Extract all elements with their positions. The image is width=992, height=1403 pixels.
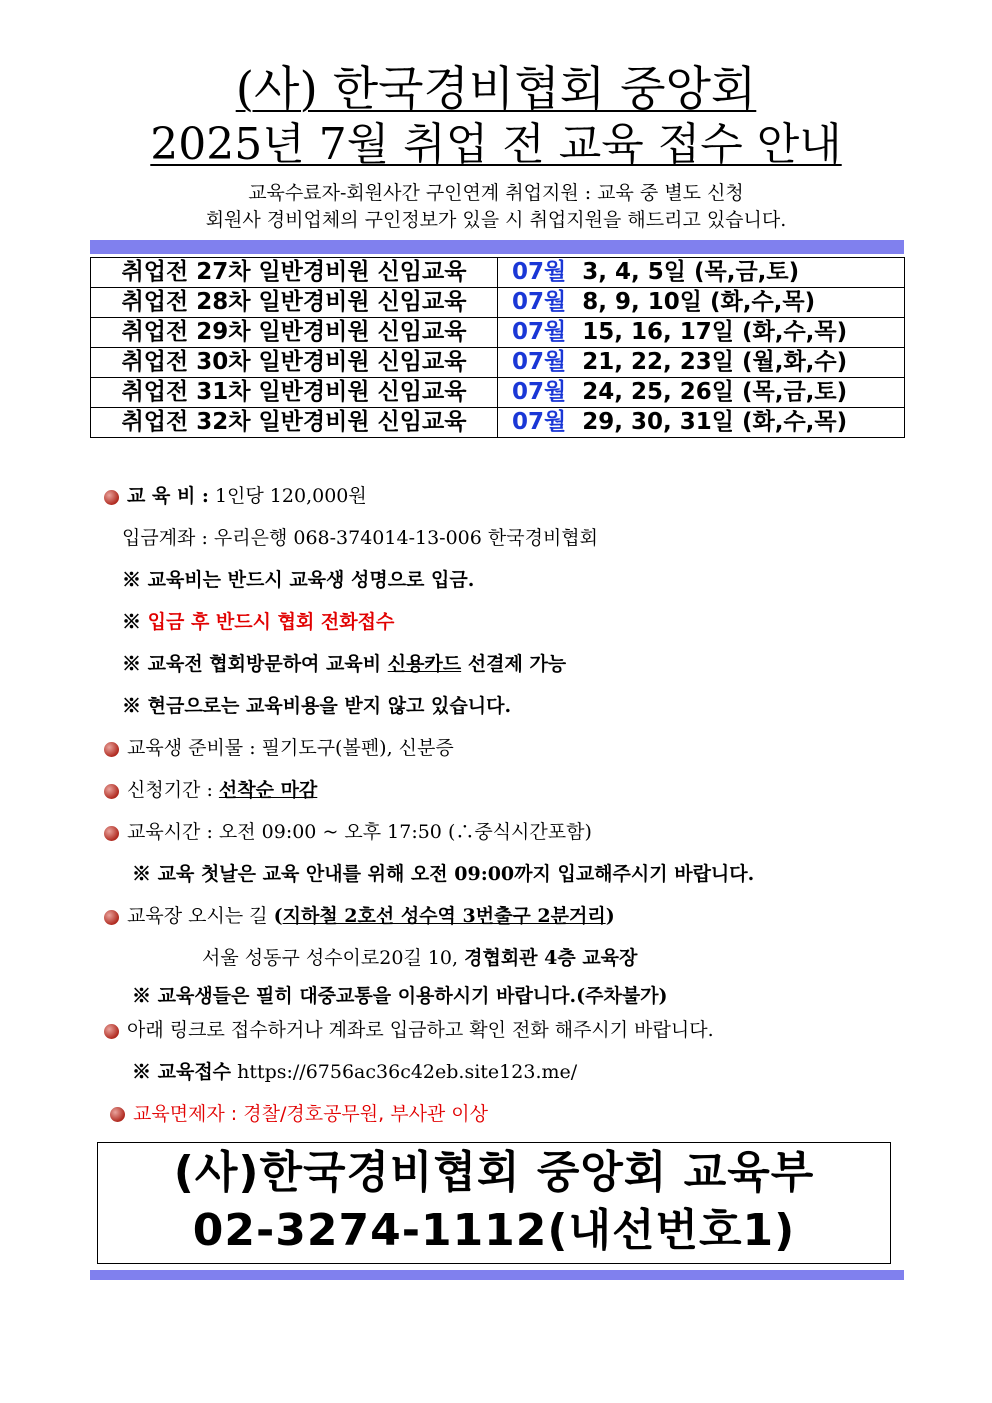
bullet-icon — [104, 1024, 119, 1039]
registration-link[interactable]: https://6756ac36c42eb.site123.me/ — [237, 1061, 578, 1083]
bullet-icon — [104, 490, 119, 505]
course-name: 취업전 28차 일반경비원 신임교육 — [91, 288, 498, 318]
course-days: 8, 9, 10일 (화,수,목) — [566, 289, 816, 315]
schedule-row — [91, 348, 905, 378]
course-dates — [498, 378, 905, 408]
schedule-row — [91, 258, 905, 288]
schedule-row — [91, 318, 905, 348]
course-days: 3, 4, 5일 (목,금,토) — [566, 259, 800, 285]
description-line-1: 교육수료자-회원사간 구인연계 취업지원 : 교육 중 별도 신청 — [248, 182, 744, 204]
page-subtitle: 2025년 7월 취업 전 교육 접수 안내 — [150, 119, 842, 170]
course-month: 07월 — [512, 409, 567, 435]
course-dates — [498, 258, 905, 288]
course-name: 취업전 27차 일반경비원 신임교육 — [91, 258, 498, 288]
course-month: 07월 — [512, 349, 567, 375]
apply-line: 아래 링크로 접수하거나 계좌로 입금하고 확인 전화 해주시기 바랍니다. — [104, 1018, 714, 1042]
description-line-2: 회원사 경비업체의 구인정보가 있을 시 취업지원을 해드리고 있습니다. — [205, 209, 787, 231]
note-phone-register: ※ 입금 후 반드시 협회 전화접수 — [122, 611, 395, 633]
contact-box — [97, 1142, 891, 1264]
bullet-icon — [104, 784, 119, 799]
course-dates — [498, 408, 905, 438]
bullet-icon — [110, 1107, 125, 1122]
note-deposit-name: ※ 교육비는 반드시 교육생 성명으로 입금. — [122, 569, 475, 591]
exempt-line: 교육면제자 : 경찰/경호공무원, 부사관 이상 — [110, 1102, 488, 1126]
course-dates — [498, 288, 905, 318]
note-transit: ※ 교육생들은 필히 대중교통을 이용하시기 바랍니다.(주차불가) — [132, 985, 668, 1007]
course-month: 07월 — [512, 259, 567, 285]
bullet-icon — [104, 826, 119, 841]
course-month: 07월 — [512, 379, 567, 405]
account-line: 입금계좌 : 우리은행 068-374014-13-006 한국경비협회 — [122, 527, 599, 549]
schedule-row — [91, 378, 905, 408]
accent-bar-bottom — [90, 1270, 904, 1280]
schedule-row — [91, 408, 905, 438]
course-dates — [498, 318, 905, 348]
route-line: 교육장 오시는 길 (지하철 2호선 성수역 3번출구 2분거리) — [104, 904, 615, 928]
course-name: 취업전 32차 일반경비원 신임교육 — [91, 408, 498, 438]
bullet-icon — [104, 742, 119, 757]
course-days: 15, 16, 17일 (화,수,목) — [566, 319, 848, 345]
course-days: 29, 30, 31일 (화,수,목) — [566, 409, 848, 435]
contact-phone: 02-3274-1112(내선번호1) — [192, 1205, 796, 1256]
note-first-day: ※ 교육 첫날은 교육 안내를 위해 오전 09:00까지 입교해주시기 바랍니다. — [132, 863, 755, 885]
period-line: 신청기간 : 선착순 마감 — [104, 778, 317, 802]
address-line: 서울 성동구 성수이로20길 10, 경협회관 4층 교육장 — [202, 947, 638, 969]
course-month: 07월 — [512, 289, 567, 315]
course-dates — [498, 348, 905, 378]
course-name: 취업전 30차 일반경비원 신임교육 — [91, 348, 498, 378]
accent-bar-top — [90, 240, 904, 254]
link-line: ※ 교육접수 https://6756ac36c42eb.site123.me/ — [132, 1061, 578, 1083]
course-name: 취업전 29차 일반경비원 신임교육 — [91, 318, 498, 348]
bullet-icon — [104, 910, 119, 925]
fee-line: 교 육 비 : 1인당 120,000원 — [104, 484, 367, 508]
note-card-payment: ※ 교육전 협회방문하여 교육비 신용카드 선결제 가능 — [122, 653, 567, 675]
contact-org: (사)한국경비협회 중앙회 교육부 — [173, 1147, 815, 1198]
note-no-cash: ※ 현금으로는 교육비용을 받지 않고 있습니다. — [122, 695, 512, 717]
schedule-row — [91, 288, 905, 318]
course-month: 07월 — [512, 319, 567, 345]
course-name: 취업전 31차 일반경비원 신임교육 — [91, 378, 498, 408]
page-title: (사) 한국경비협회 중앙회 — [235, 62, 757, 117]
course-days: 24, 25, 26일 (목,금,토) — [566, 379, 848, 405]
schedule-table — [90, 257, 905, 438]
time-line: 교육시간 : 오전 09:00 ~ 오후 17:50 (∴중식시간포함) — [104, 820, 592, 844]
supplies-line: 교육생 준비물 : 필기도구(볼펜), 신분증 — [104, 736, 454, 760]
course-days: 21, 22, 23일 (월,화,수) — [566, 349, 848, 375]
